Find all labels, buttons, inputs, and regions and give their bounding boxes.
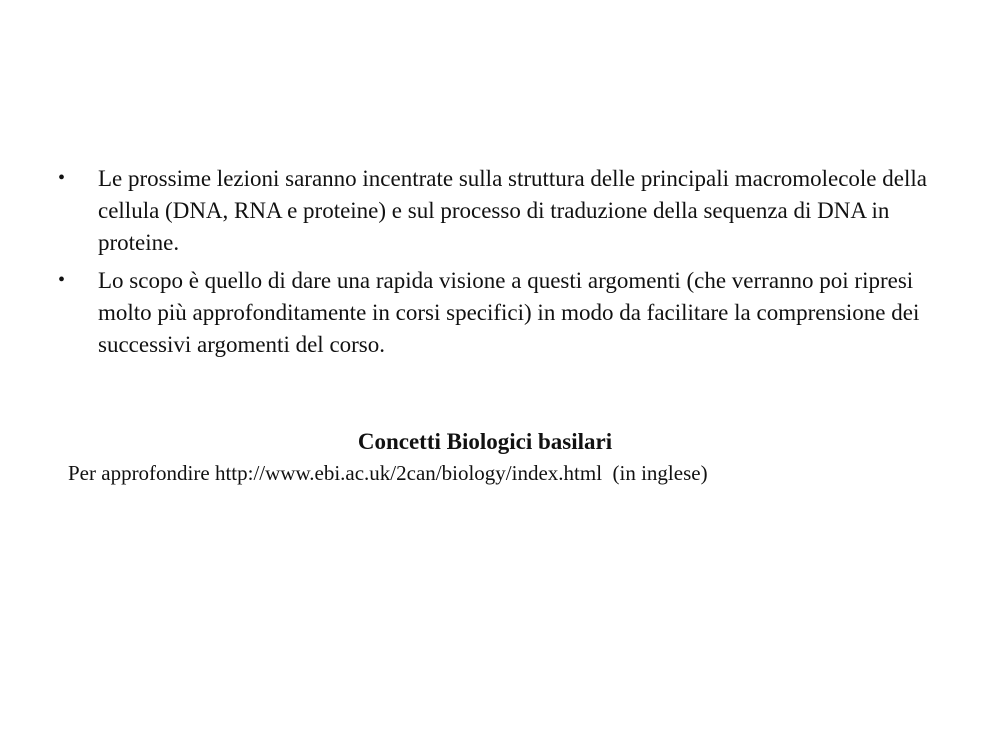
bullet-list <box>58 163 938 367</box>
bullet-text: Le prossime lezioni saranno incentrate sulla struttura delle principali macromolecole della cellula (DNA, RNA e proteine) e sul processo di traduzione della sequenza di DNA in proteine. <box>98 166 927 255</box>
bullet-dot-icon: • <box>58 167 66 189</box>
bullet-dot-icon: • <box>58 269 66 291</box>
further-reading-link[interactable]: Per approfondire http://www.ebi.ac.uk/2can/biology/index.html (in inglese) <box>68 461 708 485</box>
bullet-item <box>58 163 938 259</box>
section-title: Concetti Biologici basilari <box>357 429 613 454</box>
bullet-text: Lo scopo è quello di dare una rapida visione a questi argomenti (che verranno poi ripresi molto più approfonditamente in corsi specifici) in modo da facilitare la comprensione dei successivi argomenti del corso. <box>98 268 920 357</box>
bullet-item <box>58 265 938 361</box>
